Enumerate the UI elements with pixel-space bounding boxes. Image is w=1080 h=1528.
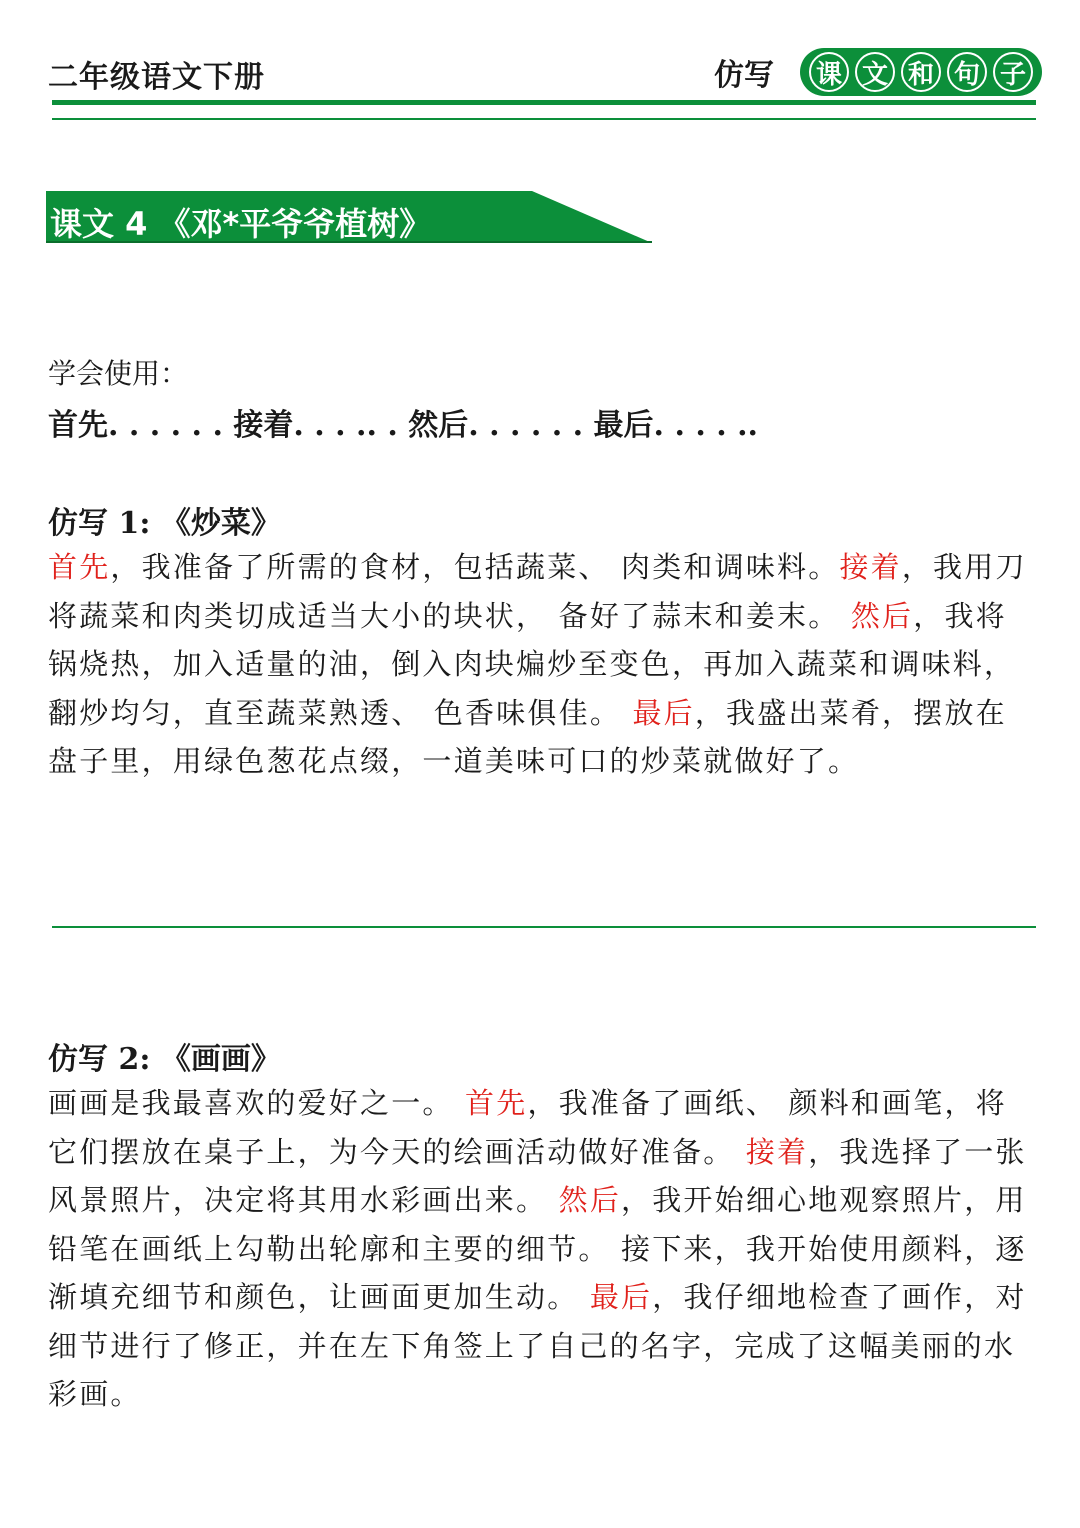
paragraph-text: ，我选择了一张风景照片，决定将其用水彩画出来。 [48,1134,1027,1217]
connector-pattern: 首先. . . . . . 接着. . . .. . 然后. . . . . . 最后. . . . .. [48,408,758,443]
section-title-1: 仿写 1: 《炒菜》 [48,506,281,541]
keyword-highlight: 然后 [850,598,914,633]
badge-char: 句 [947,52,987,92]
intro-label: 学会使用： [48,357,189,390]
keyword-highlight: 首先 [48,550,111,584]
keyword-highlight: 然后 [558,1183,622,1217]
paragraph-text: ，我准备了所需的食材，包括蔬菜、 肉类和调味料。 [110,550,840,584]
header-right [714,48,1042,96]
paragraph-text: ，我用刀将蔬菜和肉类切成适当大小的块状， 备好了蒜末和姜末。 [48,550,1027,633]
paragraph-text: ，我开始细心地观察照片，用铅笔在画纸上勾勒出轮廓和主要的细节。 接下来，我开始使用颜料，逐渐填充细节和颜色，让画面更加生动。 [48,1183,1027,1314]
mode-label: 仿写 [714,58,774,93]
header-rule-thin [52,118,1036,120]
section-paragraph-2 [48,1079,1038,1419]
lesson-title: 课文 4 《邓*平爷爷植树》 [50,205,432,243]
paragraph-text: ，我仔细地检查了画作，对细节进行了修正，并在左下角签上了自己的名字，完成了这幅美丽的水彩画。 [48,1280,1027,1411]
paragraph-text: 画画是我最喜欢的爱好之一。 [48,1086,466,1120]
badge-char: 课 [809,52,849,92]
keyword-highlight: 接着 [745,1134,809,1169]
keyword-highlight: 首先 [465,1086,528,1120]
section-paragraph-1 [48,543,1038,786]
lesson-banner [46,191,652,243]
category-badge [800,48,1042,96]
badge-char: 子 [993,52,1033,92]
paragraph-text: ，我将锅烧热，加入适量的油，倒入肉块煸炒至变色，再加入蔬菜和调味料，翻炒均匀，直至蔬菜熟透、 色香味俱佳。 [48,598,1016,730]
section-divider [52,926,1036,928]
keyword-highlight: 最后 [589,1280,653,1314]
header-rule-thick [52,100,1036,105]
keyword-highlight: 接着 [839,550,902,584]
badge-char: 和 [901,52,941,92]
badge-char: 文 [855,52,895,92]
paragraph-text: ，我准备了画纸、 颜料和画笔，将它们摆放在桌子上，为今天的绘画活动做好准备。 [48,1086,1007,1169]
paragraph-text: ，我盛出菜肴，摆放在盘子里，用绿色葱花点缀，一道美味可口的炒菜就做好了。 [48,695,1007,778]
keyword-highlight: 最后 [632,695,695,730]
book-title: 二年级语文下册 [48,60,265,95]
section-title-2: 仿写 2: 《画画》 [48,1042,281,1077]
